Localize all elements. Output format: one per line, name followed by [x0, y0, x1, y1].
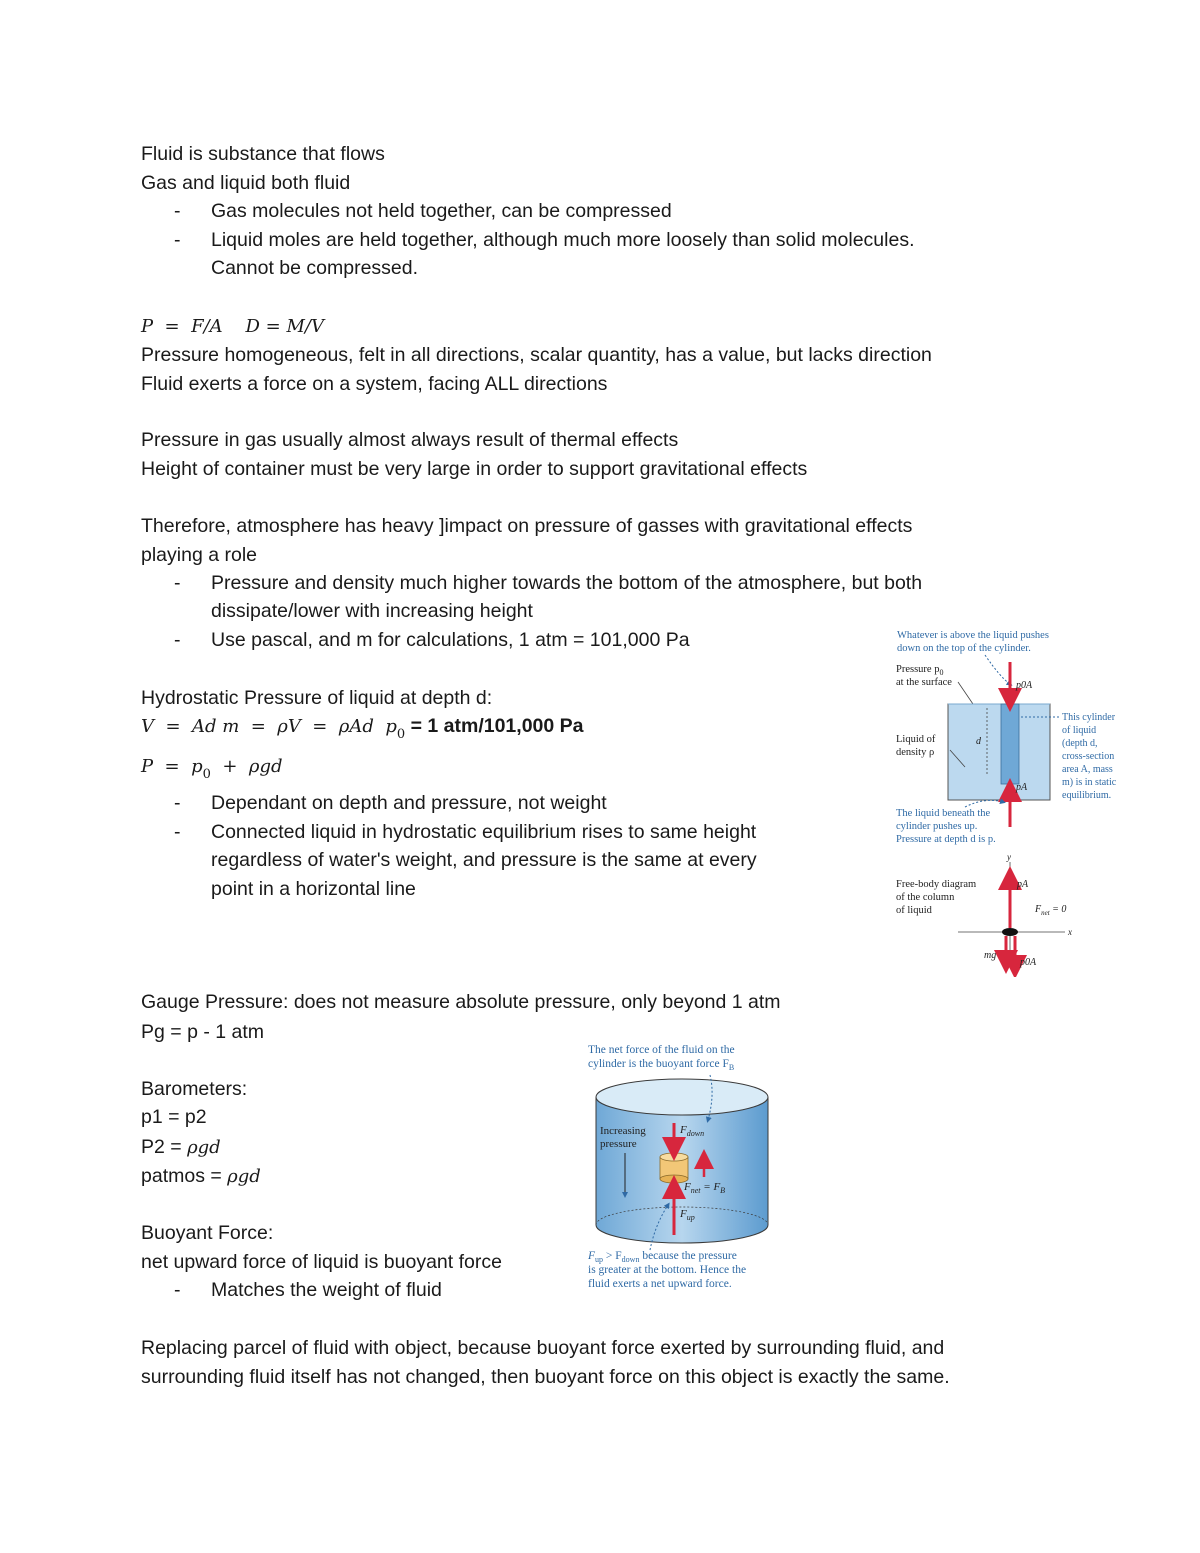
bullet-text: Gas molecules not held together, can be compressed [211, 200, 672, 222]
eq-sub: 0 [396, 727, 406, 742]
text-line [141, 1133, 221, 1162]
bullet-text: Connected liquid in hydrostatic equilibrium rises to same height [211, 821, 757, 843]
text-line: Buoyant Force: [141, 1222, 274, 1244]
bullet-text: Matches the weight of fluid [211, 1279, 442, 1301]
caption-bottom-2: is greater at the bottom. Hence the [588, 1264, 747, 1276]
bullet-text: Cannot be compressed. [211, 257, 419, 279]
fbd-fnet: $F_{net} = 0$ [1035, 904, 1067, 917]
figure-liquid-column [890, 622, 1155, 977]
text-line: playing a role [141, 544, 257, 566]
caption-right-6: m) is in static [1062, 777, 1117, 788]
bullet-dash: - [174, 200, 181, 222]
fbd-body [1002, 928, 1018, 936]
text-line: Fluid exerts a force on a system, facing ALL directions [141, 373, 608, 395]
label-pressure-surface-2: at the surface [896, 677, 952, 688]
bullet-text: Use pascal, and m for calculations, 1 atm = 101,000 Pa [211, 629, 690, 651]
eq-sub: 0 [202, 767, 211, 782]
text-line: Pg = p - 1 atm [141, 1021, 265, 1043]
label-fdown: $F_{down}$ [680, 1124, 705, 1138]
caption-top-1: Whatever is above the liquid pushes [897, 630, 1049, 641]
caption-bottom-1: $F_{up} > F_{down}$ because the pressure [588, 1250, 737, 1264]
fbd-mg: mg [984, 950, 997, 961]
caption-below-3: Pressure at depth d is p. [896, 834, 996, 845]
label-pressure: pressure [600, 1138, 637, 1150]
bullet-text: point in a horizontal line [211, 878, 416, 900]
caption-bottom-3: fluid exerts a net upward force. [588, 1278, 732, 1290]
label-density: density ρ [896, 747, 935, 758]
caption-right-3: (depth d, [1062, 738, 1098, 749]
label-pA: pA [1016, 782, 1028, 793]
fbd-p0A: p0A [1020, 957, 1037, 968]
caption-right-7: equilibrium. [1062, 790, 1112, 801]
container [948, 704, 1050, 800]
figure-buoyant-force [580, 1035, 785, 1295]
equation-hydrostatic [141, 712, 584, 743]
bullet-text: dissipate/lower with increasing height [211, 600, 533, 622]
bullet-text: Pressure and density much higher towards the bottom of the atmosphere, but both [211, 572, 923, 594]
text-line: surrounding fluid itself has not changed, then buoyant force on this object is exactly the same. [141, 1366, 950, 1388]
bullet-dash: - [174, 572, 181, 594]
text-line: p1 = p2 [141, 1106, 207, 1128]
equation-pressure-depth [141, 752, 283, 783]
text-line: Height of container must be very large in order to support gravitational effects [141, 458, 808, 480]
bullet-dash: - [174, 629, 181, 651]
text-line: Pressure homogeneous, felt in all directions, scalar quantity, has a value, but lacks direction [141, 344, 932, 366]
bullet-text: Liquid moles are held together, although much more loosely than solid molecules. [211, 229, 915, 251]
label-pressure-surface: Pressure $p_0$ [896, 664, 944, 677]
text-line: Hydrostatic Pressure of liquid at depth d: [141, 687, 493, 709]
text-math: ρgd [187, 1137, 221, 1158]
eq-main: V = Ad m = ρV = ρAd p [141, 716, 397, 737]
caption-right-5: area A, mass [1062, 764, 1113, 775]
fbd-label-2: of the column [896, 892, 955, 903]
bullet-dash: - [174, 229, 181, 251]
text-line: Barometers: [141, 1078, 248, 1100]
bullet-text: Dependant on depth and pressure, not weight [211, 792, 607, 814]
caption-below-1: The liquid beneath the [896, 808, 991, 819]
tank-top [596, 1079, 768, 1115]
text-math: ρgd [227, 1166, 261, 1187]
liquid-column [1001, 704, 1019, 784]
text-line: net upward force of liquid is buoyant force [141, 1251, 502, 1273]
caption-right-2: of liquid [1062, 725, 1097, 736]
x-axis-label: x [1068, 927, 1072, 937]
text-line: Therefore, atmosphere has heavy ]impact on pressure of gasses with gravitational effects [141, 515, 913, 537]
text-line: Gas and liquid both fluid [141, 172, 351, 194]
label-fnet: $F_{net} = F_B$ [684, 1181, 726, 1195]
y-axis-label: y [1007, 852, 1011, 862]
fbd-label-1: Free-body diagram [896, 879, 977, 890]
label-fup: $F_{up}$ [680, 1208, 695, 1222]
text-line [141, 1162, 261, 1191]
text-pre: patmos = [141, 1165, 228, 1187]
text-line: Gauge Pressure: does not measure absolute pressure, only beyond 1 atm [141, 991, 781, 1013]
eq-tail: = 1 atm/101,000 Pa [405, 715, 584, 737]
caption-top-1: The net force of the fluid on the [588, 1044, 735, 1056]
fbd-pA: pA [1017, 879, 1029, 890]
label-p0A: p0A [1016, 680, 1033, 691]
equation-pressure-density: P = F/A D = M/V [141, 316, 324, 337]
eq-tail: + ρgd [210, 756, 283, 777]
text-line: Pressure in gas usually almost always result of thermal effects [141, 429, 679, 451]
label-liquid: Liquid of [896, 734, 936, 745]
text-line: Replacing parcel of fluid with object, because buoyant force exerted by surrounding fluid, and [141, 1337, 945, 1359]
caption-top-2: cylinder is the buoyant force $F_B$ [588, 1058, 735, 1072]
caption-top-2: down on the top of the cylinder. [897, 643, 1031, 654]
bullet-dash: - [174, 821, 181, 843]
label-increasing: Increasing [600, 1125, 646, 1137]
caption-below-2: cylinder pushes up. [896, 821, 978, 832]
text-line: Fluid is substance that flows [141, 143, 385, 165]
caption-right-1: This cylinder [1062, 712, 1116, 723]
bullet-text: regardless of water's weight, and pressure is the same at every [211, 849, 757, 871]
bullet-dash: - [174, 792, 181, 814]
eq-main: P = p [141, 756, 203, 777]
label-d: d [976, 736, 981, 747]
bullet-dash: - [174, 1279, 181, 1301]
text-pre: P2 = [141, 1136, 188, 1158]
fbd-label-3: of liquid [896, 905, 932, 916]
caption-right-4: cross-section [1062, 751, 1115, 762]
